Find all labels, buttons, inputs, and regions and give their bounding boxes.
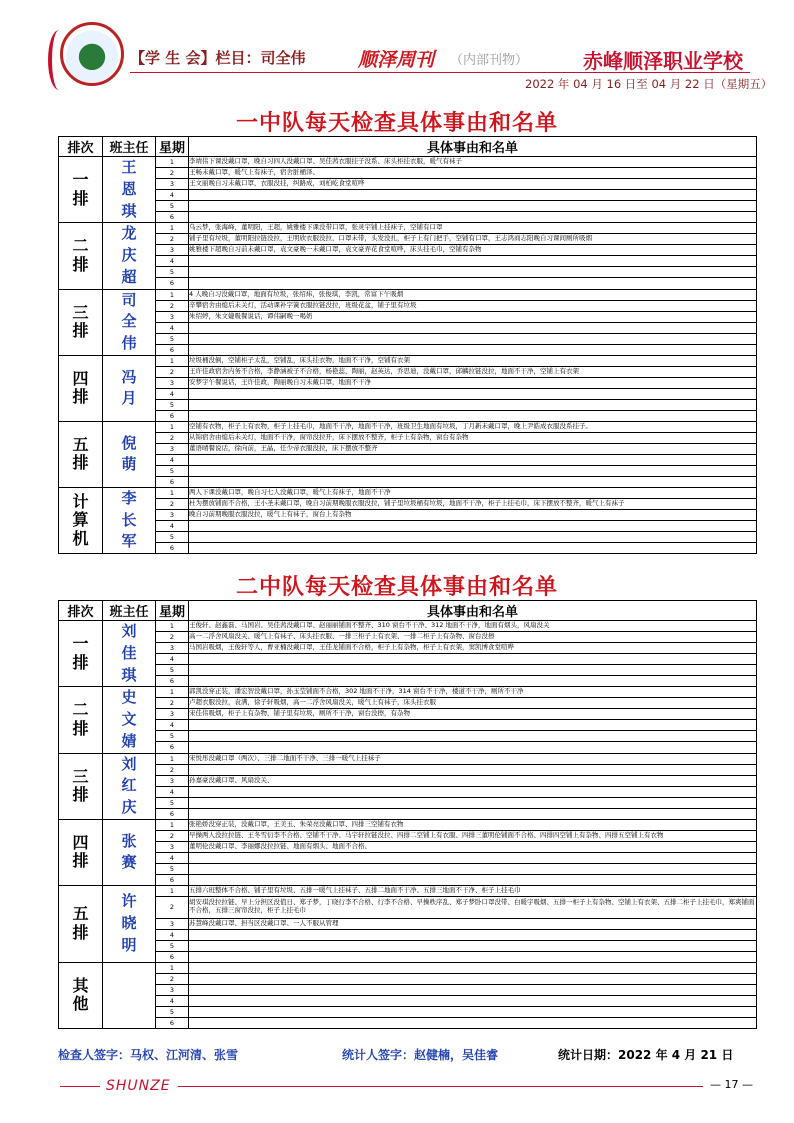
teacher-cell	[103, 962, 156, 1028]
table-row	[59, 698, 757, 709]
weekday-cell: 6	[156, 951, 189, 962]
detail-cell	[189, 951, 757, 962]
weekday-cell: 5	[156, 465, 189, 476]
teacher-cell	[103, 355, 156, 421]
weekday-cell: 1	[156, 157, 189, 168]
section-title-1: 一中队每天检查具体事由和名单	[235, 111, 558, 136]
detail-cell: 王文丽晚自习未戴口罩，衣服没挂，纠路成，刘柏屹食堂喧哗	[189, 179, 757, 190]
detail-cell: 两人下课没戴口罩，晚自习七人没戴口罩，暖气上有袜子，地面不干净	[189, 487, 757, 498]
table-row	[59, 234, 757, 245]
weekday-cell: 2	[156, 698, 189, 709]
table-row	[59, 841, 757, 852]
column-header: 具体事由和名单	[189, 137, 757, 157]
detail-cell: 苏慧峰没戴口罩、担当区没戴口罩、一人不服从管理	[189, 918, 757, 929]
detail-cell: 宋佳伟吸烟，柜子上有杂物，铺子里有垃圾，厕所不干净，窗台没擦，有杂物	[189, 709, 757, 720]
detail-cell	[189, 1006, 757, 1017]
detail-cell	[189, 940, 757, 951]
table-row	[59, 1017, 757, 1028]
weekday-cell: 1	[156, 753, 189, 764]
table-header-row	[59, 601, 757, 621]
table-row	[59, 157, 757, 168]
detail-cell: 王畅未戴口罩，暖气上有袜子，宿舍脏桶泽、	[189, 168, 757, 179]
table-row	[59, 542, 757, 553]
table-row	[59, 333, 757, 344]
weekday-cell: 5	[156, 1006, 189, 1017]
rank-label: 一排	[72, 170, 89, 208]
detail-cell	[189, 742, 757, 753]
teacher-cell	[103, 487, 156, 553]
weekday-cell: 3	[156, 443, 189, 454]
detail-cell	[189, 201, 757, 212]
table-row	[59, 322, 757, 333]
rank-cell	[59, 157, 103, 223]
weekday-cell: 1	[156, 223, 189, 234]
table-row	[59, 245, 757, 256]
detail-cell: 王俊轩、赵鑫磊、马国岩、吴佳茜没戴口罩、赵丽丽铺面不整齐、310 窗台不干净、312 地面不干净，地面有烟头，风扇没关	[189, 621, 757, 632]
table-row	[59, 654, 757, 665]
weekday-cell: 5	[156, 797, 189, 808]
weekday-cell: 4	[156, 190, 189, 201]
teacher-name: 冯月	[121, 367, 137, 408]
weekday-cell: 5	[156, 201, 189, 212]
weekday-cell: 6	[156, 278, 189, 289]
detail-cell: 铺子里有垃圾，董明阳拉链没拉，王明欣衣服没拉，口罩未带，头发没扎，柜子上有门把手，空铺有口罩，王志鸿商志阳晚自习课间厕所吸烟	[189, 234, 757, 245]
table-row	[59, 687, 757, 698]
weekday-cell: 3	[156, 841, 189, 852]
detail-cell	[189, 212, 757, 223]
counter-signature: 统计人签字：赵健楠，吴佳睿	[342, 1048, 499, 1062]
rank-label: 一排	[72, 634, 89, 672]
detail-cell	[189, 731, 757, 742]
teacher-name: 张赛	[121, 831, 137, 872]
table-row	[59, 643, 757, 654]
weekday-cell: 6	[156, 476, 189, 487]
detail-cell	[189, 256, 757, 267]
detail-cell	[189, 542, 757, 553]
detail-cell	[189, 333, 757, 344]
weekday-cell: 5	[156, 267, 189, 278]
detail-cell: 空铺有衣物，柜子上有衣物，柜子上挂毛巾，地面不干净，地面不干净，班级卫生地面有垃圾，丁月新未戴口罩，晚上尹皓成衣服没系挂子。	[189, 421, 757, 432]
teacher-name: 刘红庆	[121, 754, 137, 816]
weekday-cell: 4	[156, 322, 189, 333]
rank-cell	[59, 819, 103, 885]
weekday-cell: 2	[156, 830, 189, 841]
statistics-date: 统计日期：2022 年 4 月 21 日	[558, 1048, 734, 1062]
teacher-name: 龙庆超	[121, 224, 137, 286]
weekday-cell: 5	[156, 399, 189, 410]
teacher-name: 倪萌	[121, 433, 137, 474]
teacher-cell	[103, 819, 156, 885]
detail-cell: 晚自习前期晚服衣服没拉，暖气上有袜子，窗台上有杂物	[189, 509, 757, 520]
table-row	[59, 819, 757, 830]
teacher-cell	[103, 621, 156, 687]
rank-label: 三排	[72, 766, 89, 805]
detail-cell: 乌云梦，张海峰，董明阳，王超，姚雅楼下课没带口罩，张灵宇铺上挂袜子，空铺有口罩	[189, 223, 757, 234]
detail-cell	[189, 344, 757, 355]
detail-cell: 李靖伟下课没戴口罩，晚自习四人没戴口罩、吴佳茜衣服挂子没系、床头柜挂衣服，暖气有袜子	[189, 157, 757, 168]
table-row	[59, 454, 757, 465]
table-row	[59, 201, 757, 212]
rank-cell	[59, 687, 103, 753]
detail-cell	[189, 962, 757, 973]
table-row	[59, 366, 757, 377]
detail-cell	[189, 797, 757, 808]
weekday-cell: 5	[156, 863, 189, 874]
weekday-cell: 1	[156, 819, 189, 830]
table-row	[59, 432, 757, 443]
weekday-cell: 2	[156, 234, 189, 245]
inspector-signature: 检查人签字：马权、江河清、张雪	[58, 1048, 239, 1062]
weekday-cell: 3	[156, 311, 189, 322]
rank-cell	[59, 289, 103, 355]
detail-cell: 安梦宇午餐说话，王许佳政，陶丽晚自习未戴口罩，地面不干净	[189, 377, 757, 388]
detail-cell: 高一二浮舍风扇没关、暖气上有袜子、床头挂衣服、一排三柜子上有衣架、一排二柜子上有杂物、窗台没擦	[189, 632, 757, 643]
table-row	[59, 632, 757, 643]
rank-cell	[59, 962, 103, 1028]
table-row	[59, 223, 757, 234]
teacher-cell	[103, 223, 156, 289]
teacher-name: 刘佳琪	[121, 622, 137, 684]
weekday-cell: 6	[156, 542, 189, 553]
weekday-cell: 4	[156, 654, 189, 665]
detail-cell: 张艳娇没穿正装，没戴口罩，王美玉、朱荣亮没戴口罩、四排三空铺有衣物	[189, 819, 757, 830]
table-row	[59, 918, 757, 929]
inspection-table-1	[58, 136, 757, 554]
detail-cell	[189, 984, 757, 995]
rank-cell	[59, 487, 103, 553]
table-row	[59, 256, 757, 267]
table-row	[59, 399, 757, 410]
rank-label: 四排	[72, 368, 89, 407]
detail-cell	[189, 410, 757, 421]
detail-cell	[189, 465, 757, 476]
detail-cell: 董语晴餐说话，徐向前，王晶，任少帝衣服没拉，床下摆放不整齐	[189, 443, 757, 454]
weekday-cell: 1	[156, 487, 189, 498]
table-row	[59, 885, 757, 896]
table-row	[59, 775, 757, 786]
teacher-name: 许晓明	[121, 892, 137, 954]
detail-cell: 4 人晚自习没戴口罩，地面有垃圾，张绍炜，张俊琪，李凯，常富下午吸烟	[189, 289, 757, 300]
table-row	[59, 665, 757, 676]
column-header: 班主任	[103, 601, 156, 621]
table-row	[59, 476, 757, 487]
teacher-name: 司全伟	[121, 290, 137, 352]
table-row	[59, 764, 757, 775]
weekday-cell: 6	[156, 676, 189, 687]
footer-brand: SHUNZE	[106, 1078, 171, 1094]
weekday-cell: 3	[156, 918, 189, 929]
detail-cell	[189, 190, 757, 201]
weekday-cell: 3	[156, 709, 189, 720]
table-row	[59, 531, 757, 542]
footer-line-right	[178, 1086, 703, 1087]
table-row	[59, 951, 757, 962]
table-row	[59, 896, 757, 918]
weekday-cell: 2	[156, 764, 189, 775]
table-row	[59, 984, 757, 995]
table-row	[59, 995, 757, 1006]
table-row	[59, 731, 757, 742]
teacher-cell	[103, 157, 156, 223]
detail-cell	[189, 852, 757, 863]
weekday-cell: 2	[156, 366, 189, 377]
table-row	[59, 300, 757, 311]
detail-cell	[189, 267, 757, 278]
teacher-name: 史文婧	[121, 688, 137, 750]
weekday-cell: 5	[156, 333, 189, 344]
weekday-cell: 5	[156, 531, 189, 542]
school-logo-icon	[60, 22, 124, 86]
table-row	[59, 509, 757, 520]
weekday-cell: 4	[156, 720, 189, 731]
table-row	[59, 311, 757, 322]
detail-cell	[189, 874, 757, 885]
weekday-cell: 3	[156, 984, 189, 995]
weekday-cell: 4	[156, 852, 189, 863]
weekday-cell: 2	[156, 432, 189, 443]
weekday-cell: 6	[156, 212, 189, 223]
detail-cell: 早操两人没拉拉链、王冬雪衍李不合格、空铺不干净、马宇轩拉链没拉、四排二空铺上有衣服、四排三董明伦铺面不合格、四排四空铺上有杂物、四排五空铺上有衣物	[189, 830, 757, 841]
detail-cell	[189, 1017, 757, 1028]
footer-line-left	[60, 1086, 100, 1087]
detail-cell: 郭凯没穿正装，潘宏智没戴口罩，孙玉莹铺面不合格，302 地面不干净，314 窗台不干净，楼道不干净，厕所不干净	[189, 687, 757, 698]
rank-cell	[59, 223, 103, 289]
weekday-cell: 4	[156, 454, 189, 465]
detail-cell	[189, 786, 757, 797]
table-row	[59, 863, 757, 874]
detail-cell: 杜为摆放铺面不合格，王小圣未戴口罩，晚自习前期晚服衣服没拉，铺子里垃圾桶有垃圾，地面不干净，柜子上挂毛巾，床下摆放不整齐，暖气上有袜子	[189, 498, 757, 509]
signature-row	[58, 1046, 756, 1064]
detail-cell	[189, 995, 757, 1006]
table-row	[59, 388, 757, 399]
table-row	[59, 720, 757, 731]
table-row	[59, 709, 757, 720]
teacher-cell	[103, 289, 156, 355]
detail-cell	[189, 278, 757, 289]
detail-cell: 胡安琪没拉拉链、早上分担区没值日、郑子梦，丁晓行李不合格、行李不合格、早操秩序乱、郑子梦卧口罩没带、白暖宇吸烟、五排一柜子上有杂物、空铺上有衣架、五排二柜子上挂毛巾，郑爽铺面不合格，五排三窗帘没拉，柜子上挂毛巾	[189, 896, 757, 918]
detail-cell: 马国岩吸烟，王俊轩等人，曹亚楠没戴口罩，王佳龙铺面不合格，柜子上有杂物，柜子上有衣架，窦凯博食堂喧哗	[189, 643, 757, 654]
weekday-cell: 2	[156, 973, 189, 984]
table-row	[59, 786, 757, 797]
weekday-cell: 4	[156, 520, 189, 531]
detail-cell	[189, 720, 757, 731]
detail-cell: 朱绍婷，朱文婕吸餐说话，谭伟嗣晚一喝奶	[189, 311, 757, 322]
teacher-name: 李长军	[121, 488, 137, 551]
column-header: 班主任	[103, 137, 156, 157]
page-number: — 17 —	[710, 1078, 753, 1091]
issue-date: 2022 年 04 月 16 日至 04 月 22 日（星期五）	[525, 77, 773, 91]
detail-cell: 董明伦没戴口罩、李丽娜没拉拉链、地面有烟头、地面不合格、	[189, 841, 757, 852]
table-row	[59, 190, 757, 201]
weekday-cell: 3	[156, 179, 189, 190]
detail-cell	[189, 520, 757, 531]
table-row	[59, 267, 757, 278]
table-row	[59, 344, 757, 355]
weekday-cell: 3	[156, 643, 189, 654]
rank-label: 五排	[72, 434, 89, 473]
weekday-cell: 6	[156, 410, 189, 421]
weekday-cell: 5	[156, 940, 189, 951]
weekday-cell: 1	[156, 355, 189, 366]
table-row	[59, 212, 757, 223]
column-header: 排次	[59, 601, 103, 621]
weekday-cell: 2	[156, 168, 189, 179]
table-row	[59, 852, 757, 863]
detail-cell	[189, 764, 757, 775]
teacher-name: 王恩琪	[121, 158, 137, 220]
rank-label: 三排	[72, 302, 89, 341]
detail-cell: 宋悦彤没戴口罩（两次）、三排二地面不干净、三排一暖气上挂袜子	[189, 753, 757, 764]
table-row	[59, 377, 757, 388]
rank-cell	[59, 355, 103, 421]
column-header: 具体事由和名单	[189, 601, 757, 621]
table-row	[59, 962, 757, 973]
weekday-cell: 4	[156, 995, 189, 1006]
weekday-cell: 1	[156, 687, 189, 698]
header-divider	[130, 72, 750, 73]
detail-cell: 辛攀宿舍由熄后未关灯，活动课补字簧衣服拉链没拉，班级花盆，铺子里有垃圾	[189, 300, 757, 311]
detail-cell	[189, 929, 757, 940]
table-row	[59, 830, 757, 841]
detail-cell	[189, 676, 757, 687]
detail-cell: 姚雅楼下超晚自习前未戴口罩，袁文豪晚一未戴口罩，袁文豪弄花食堂喧哗，床头挂毛巾，空铺有杂物	[189, 245, 757, 256]
detail-cell	[189, 863, 757, 874]
weekday-cell: 4	[156, 929, 189, 940]
table-row	[59, 753, 757, 764]
weekday-cell: 6	[156, 1017, 189, 1028]
detail-cell: 孙嘉豪没戴口罩、风扇没关、	[189, 775, 757, 786]
table-row	[59, 797, 757, 808]
page-header	[0, 0, 794, 100]
table-row	[59, 621, 757, 632]
column-header: 排次	[59, 137, 103, 157]
weekday-cell: 1	[156, 885, 189, 896]
table-row	[59, 520, 757, 531]
table-row	[59, 874, 757, 885]
teacher-cell	[103, 687, 156, 753]
section-title-2: 二中队每天检查具体事由和名单	[235, 575, 558, 600]
table-row	[59, 355, 757, 366]
rank-cell	[59, 885, 103, 962]
detail-cell: 从锦宿舍由熄后未关灯，地面不干净，窗帘没拉开，床下摆放不整齐，柜子上有杂物，窗台有杂物	[189, 432, 757, 443]
weekday-cell: 5	[156, 665, 189, 676]
weekday-cell: 5	[156, 731, 189, 742]
teacher-cell	[103, 753, 156, 819]
weekday-cell: 3	[156, 775, 189, 786]
detail-cell	[189, 654, 757, 665]
detail-cell	[189, 399, 757, 410]
table-row	[59, 973, 757, 984]
weekday-cell: 4	[156, 786, 189, 797]
weekday-cell: 2	[156, 498, 189, 509]
detail-cell: 王许佳政宿舍内务不合格，李静涵被子不合格，杨艳蕊，陶丽，赵英达，乔思迪，没戴口罩，邱麟拉链没拉，地面不干净，空铺上有衣架	[189, 366, 757, 377]
weekday-cell: 2	[156, 300, 189, 311]
rank-label: 五排	[72, 904, 89, 942]
table-row	[59, 278, 757, 289]
weekday-cell: 3	[156, 245, 189, 256]
rank-cell	[59, 753, 103, 819]
table-row	[59, 929, 757, 940]
table-row	[59, 940, 757, 951]
weekday-cell: 6	[156, 742, 189, 753]
teacher-cell	[103, 421, 156, 487]
table-row	[59, 808, 757, 819]
rank-label: 二排	[72, 700, 89, 738]
detail-cell	[189, 973, 757, 984]
rank-cell	[59, 621, 103, 687]
weekday-cell: 1	[156, 962, 189, 973]
table-row	[59, 1006, 757, 1017]
rank-label: 其他	[72, 975, 89, 1014]
column-label: 【学 生 会】栏目：司全伟	[130, 49, 306, 67]
table-row	[59, 465, 757, 476]
weekday-cell: 2	[156, 632, 189, 643]
detail-cell: 卢超衣服没拉，袁满，徐子轩吸烟，高一二浮舍风扇没关，暖气上有袜子，床头挂衣服	[189, 698, 757, 709]
detail-cell	[189, 808, 757, 819]
detail-cell	[189, 322, 757, 333]
weekday-cell: 1	[156, 289, 189, 300]
detail-cell	[189, 531, 757, 542]
school-name: 赤峰顺泽职业学校	[583, 49, 743, 73]
table-row	[59, 498, 757, 509]
table-header-row	[59, 137, 757, 157]
weekday-cell: 4	[156, 256, 189, 267]
table-row	[59, 421, 757, 432]
table-row	[59, 443, 757, 454]
detail-cell	[189, 665, 757, 676]
rank-cell	[59, 421, 103, 487]
detail-cell: 五排六班整体不合格、铺子里有垃圾、五排一暖气上挂袜子、五排二地面不干净、五排三地面不干净、柜子上挂毛巾	[189, 885, 757, 896]
column-header: 星期	[156, 601, 189, 621]
weekday-cell: 6	[156, 808, 189, 819]
table-row	[59, 168, 757, 179]
column-header: 星期	[156, 137, 189, 157]
table-row	[59, 676, 757, 687]
rank-label: 二排	[72, 236, 89, 274]
table-row	[59, 742, 757, 753]
inspection-table-2	[58, 600, 757, 1029]
detail-cell	[189, 388, 757, 399]
detail-cell	[189, 476, 757, 487]
table-row	[59, 410, 757, 421]
internal-note: （内部刊物）	[450, 53, 529, 68]
weekday-cell: 1	[156, 421, 189, 432]
magazine-title: 顺泽周刊	[358, 49, 435, 71]
weekday-cell: 4	[156, 388, 189, 399]
rank-label: 计算机	[72, 491, 89, 548]
weekday-cell: 3	[156, 509, 189, 520]
detail-cell: 垃圾桶没倒，空铺柜子太乱，空铺乱，床头挂衣物，地面不干净，空铺有衣架	[189, 355, 757, 366]
table-row	[59, 289, 757, 300]
detail-cell	[189, 454, 757, 465]
weekday-cell: 3	[156, 377, 189, 388]
weekday-cell: 6	[156, 344, 189, 355]
table-row	[59, 487, 757, 498]
weekday-cell: 6	[156, 874, 189, 885]
weekday-cell: 1	[156, 621, 189, 632]
weekday-cell: 2	[156, 896, 189, 918]
rank-label: 四排	[72, 832, 89, 871]
table-row	[59, 179, 757, 190]
teacher-cell	[103, 885, 156, 962]
